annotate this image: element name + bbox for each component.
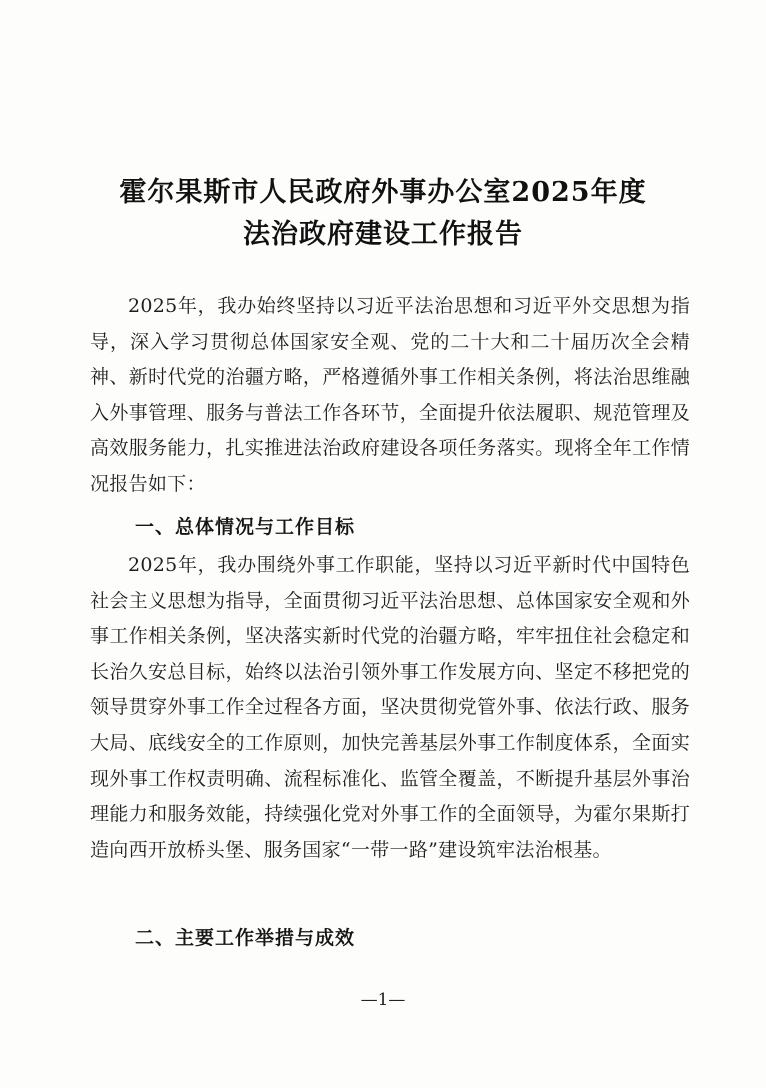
section-heading-1: 一、总体情况与工作目标 <box>135 516 356 538</box>
section-heading-2: 二、主要工作举措与成效 <box>135 927 356 949</box>
section-1-paragraph: 2025年，我办围绕外事工作职能，坚持以习近平新时代中国特色社会主义思想为指导，全面贯彻习近平法治思想、总体国家安全观和外事工作相关条例，坚决落实新时代党的治疆方略，牢牢扭住社会稳定和长治久安总目标，始终以法治引领外事工作发展方向、坚定不移把党的领导贯穿外事工作全过程各方面，坚决贯彻党管外事、依法行政、服务大局、底线安全的工作原则，加快完善基层外事工作制度体系，全面实现外事工作权责明确、流程标准化、监管全覆盖，不断提升基层外事治理能力和服务效能，持续强化党对外事工作的全面领导，为霍尔果斯打造向西开放桥头堡、服务国家“一带一路”建设筑牢法治根基。 <box>90 554 690 861</box>
page-number: —1— <box>360 990 406 1010</box>
document-title-line-2: 法治政府建设工作报告 <box>243 219 523 250</box>
intro-paragraph: 2025年，我办始终坚持以习近平法治思想和习近平外交思想为指导，深入学习贯彻总体国家安全观、党的二十大和二十届历次全会精神、新时代党的治疆方略，严格遵循外事工作相关条例，将法治思维融入外事管理、服务与普法工作各环节，全面提升依法履职、规范管理及高效服务能力，扎实推进法治政府建设各项任务落实。现将全年工作情况报告如下： <box>90 295 690 495</box>
document-title-line-1: 霍尔果斯市人民政府外事办公室2025年度 <box>119 177 647 208</box>
